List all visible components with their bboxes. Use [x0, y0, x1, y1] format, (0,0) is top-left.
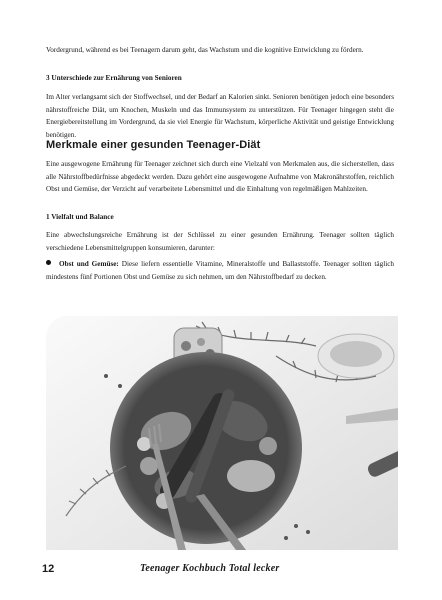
variety-subheading: 1 Vielfalt und Balance [46, 213, 114, 221]
small-bowl-icon [318, 334, 394, 378]
section-paragraph: Eine ausgewogene Ernährung für Teenager zeichnet sich durch eine Vielzahl von Merkmalen aus, die sicherstellen, dass alle Nährstoffbedürfnisse abgedeckt werden. Dazu gehört eine ausgewogene Aufnahme von Makronährstoffen, reichlich Obst und Gemüse, der Verzicht auf verarbeitete Lebensmittel und die Einhaltung von regelmäßigen Mahlzeiten. [46, 160, 394, 194]
bullet-item-fruits-vegetables [46, 258, 394, 283]
seniors-paragraph: Im Alter verlangsamt sich der Stoffwechsel, und der Bedarf an Kalorien sinkt. Senioren benötigen jedoch eine besonders nährstoffreiche Diät, um Knochen, Muskeln und das Immunsystem zu unterstützen. Für Teenager hingegen steht die Energiebereitstellung im Vordergrund, da sie viel Energie für Wachstum, körperliche Aktivität und geistige Entwicklung benötigen. [46, 93, 394, 139]
bullet-icon [46, 260, 51, 265]
book-title-footer: Teenager Kochbuch Total lecker [140, 563, 280, 574]
photo-illustration [46, 316, 398, 550]
bullet-text: Diese liefern essentielle Vitamine, Mineralstoffe und Ballaststoffe. Teenager sollten täglich mindestens fünf Portionen Obst und Gemüse zu sich nehmen, um den Nährstoffbedarf zu decken. [46, 260, 394, 281]
grilled-vegetables-plate-photo [46, 316, 398, 550]
variety-paragraph: Eine abwechslungsreiche Ernährung ist der Schlüssel zu einer gesunden Ernährung. Teenager sollten täglich verschiedene Lebensmittelgruppen konsumieren, darunter: [46, 231, 394, 252]
intro-continued-paragraph: Vordergrund, während es bei Teenagern darum geht, das Wachstum und die kognitive Entwicklung zu fördern. [46, 46, 364, 54]
bullet-term: Obst und Gemüse: [59, 260, 119, 268]
section-heading: Merkmale einer gesunden Teenager-Diät [46, 139, 261, 151]
page-number: 12 [42, 563, 55, 575]
seniors-subheading: 3 Unterschiede zur Ernährung von Senioren [46, 74, 182, 82]
